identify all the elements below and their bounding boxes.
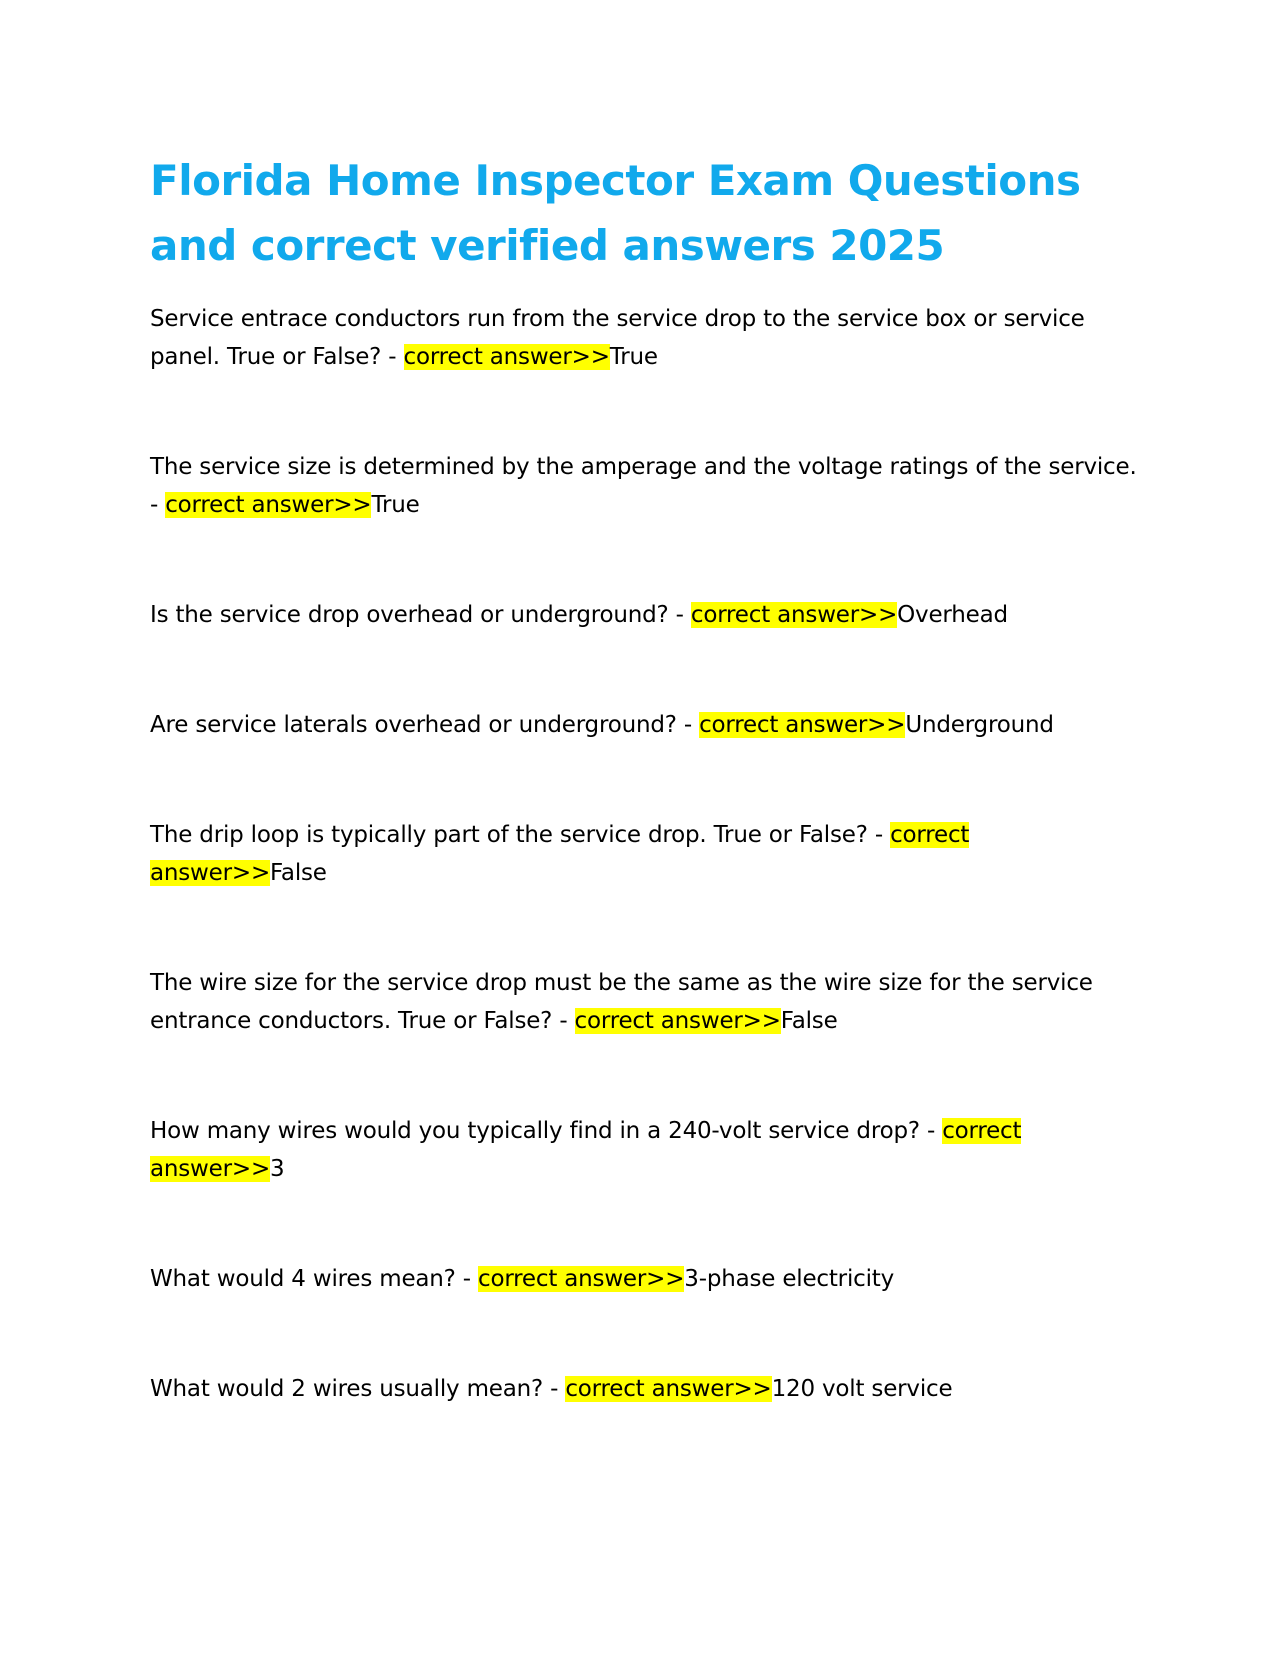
separator: - [455,1266,479,1292]
answer-text: 3-phase electricity [684,1266,894,1292]
question-text: Are service laterals overhead or underground? [150,712,677,738]
qa-list [150,300,1140,1408]
qa-item [150,448,1140,524]
question-text: The service size is determined by the amperage and the voltage ratings of the service. [150,454,1137,480]
answer-text: Overhead [897,602,1008,628]
qa-item [150,1260,1140,1298]
separator: - [668,602,691,628]
qa-item [150,816,1140,892]
separator: - [381,344,404,370]
answer-marker: correct answer>> [478,1266,685,1292]
answer-marker: correct answer>> [165,492,372,518]
separator: - [867,822,891,848]
answer-marker: correct answer>> [699,712,906,738]
answer-text: False [270,860,327,886]
separator: - [150,492,166,518]
question-text: Is the service drop overhead or underground? [150,602,669,628]
qa-item [150,1112,1140,1188]
question-text: What would 2 wires usually mean? [150,1376,544,1402]
answer-text: True [609,344,658,370]
document-page [150,148,1140,1408]
qa-item [150,964,1140,1040]
qa-item [150,300,1140,376]
answer-text: 120 volt service [771,1376,953,1402]
qa-item [150,706,1140,744]
answer-marker: correct answer>> [403,344,610,370]
answer-marker: correct answer>> [574,1008,781,1034]
document-title: Florida Home Inspector Exam Questions and correct verified answers 2025 [150,156,1081,270]
question-text: The wire size for the service drop must be the same as the wire size for the service entrance conductors. True or False? [150,970,1093,1034]
separator: - [543,1376,566,1402]
separator: - [552,1008,575,1034]
answer-marker: correct answer>> [150,822,970,886]
answer-text: 3 [270,1156,285,1182]
answer-text: Underground [905,712,1054,738]
qa-item [150,1370,1140,1408]
separator: - [919,1118,943,1144]
question-text: Service entrace conductors run from the service drop to the service box or service panel. True or False? [150,306,1085,370]
question-text: The drip loop is typically part of the service drop. True or False? [150,822,868,848]
qa-item [150,596,1140,634]
answer-marker: correct answer>> [565,1376,772,1402]
question-text: How many wires would you typically find in a 240-volt service drop? [150,1118,920,1144]
separator: - [676,712,700,738]
question-text: What would 4 wires mean? [150,1266,456,1292]
answer-text: False [780,1008,838,1034]
answer-marker: correct answer>> [690,602,898,628]
answer-text: True [371,492,420,518]
answer-marker: correct answer>> [150,1118,1022,1182]
